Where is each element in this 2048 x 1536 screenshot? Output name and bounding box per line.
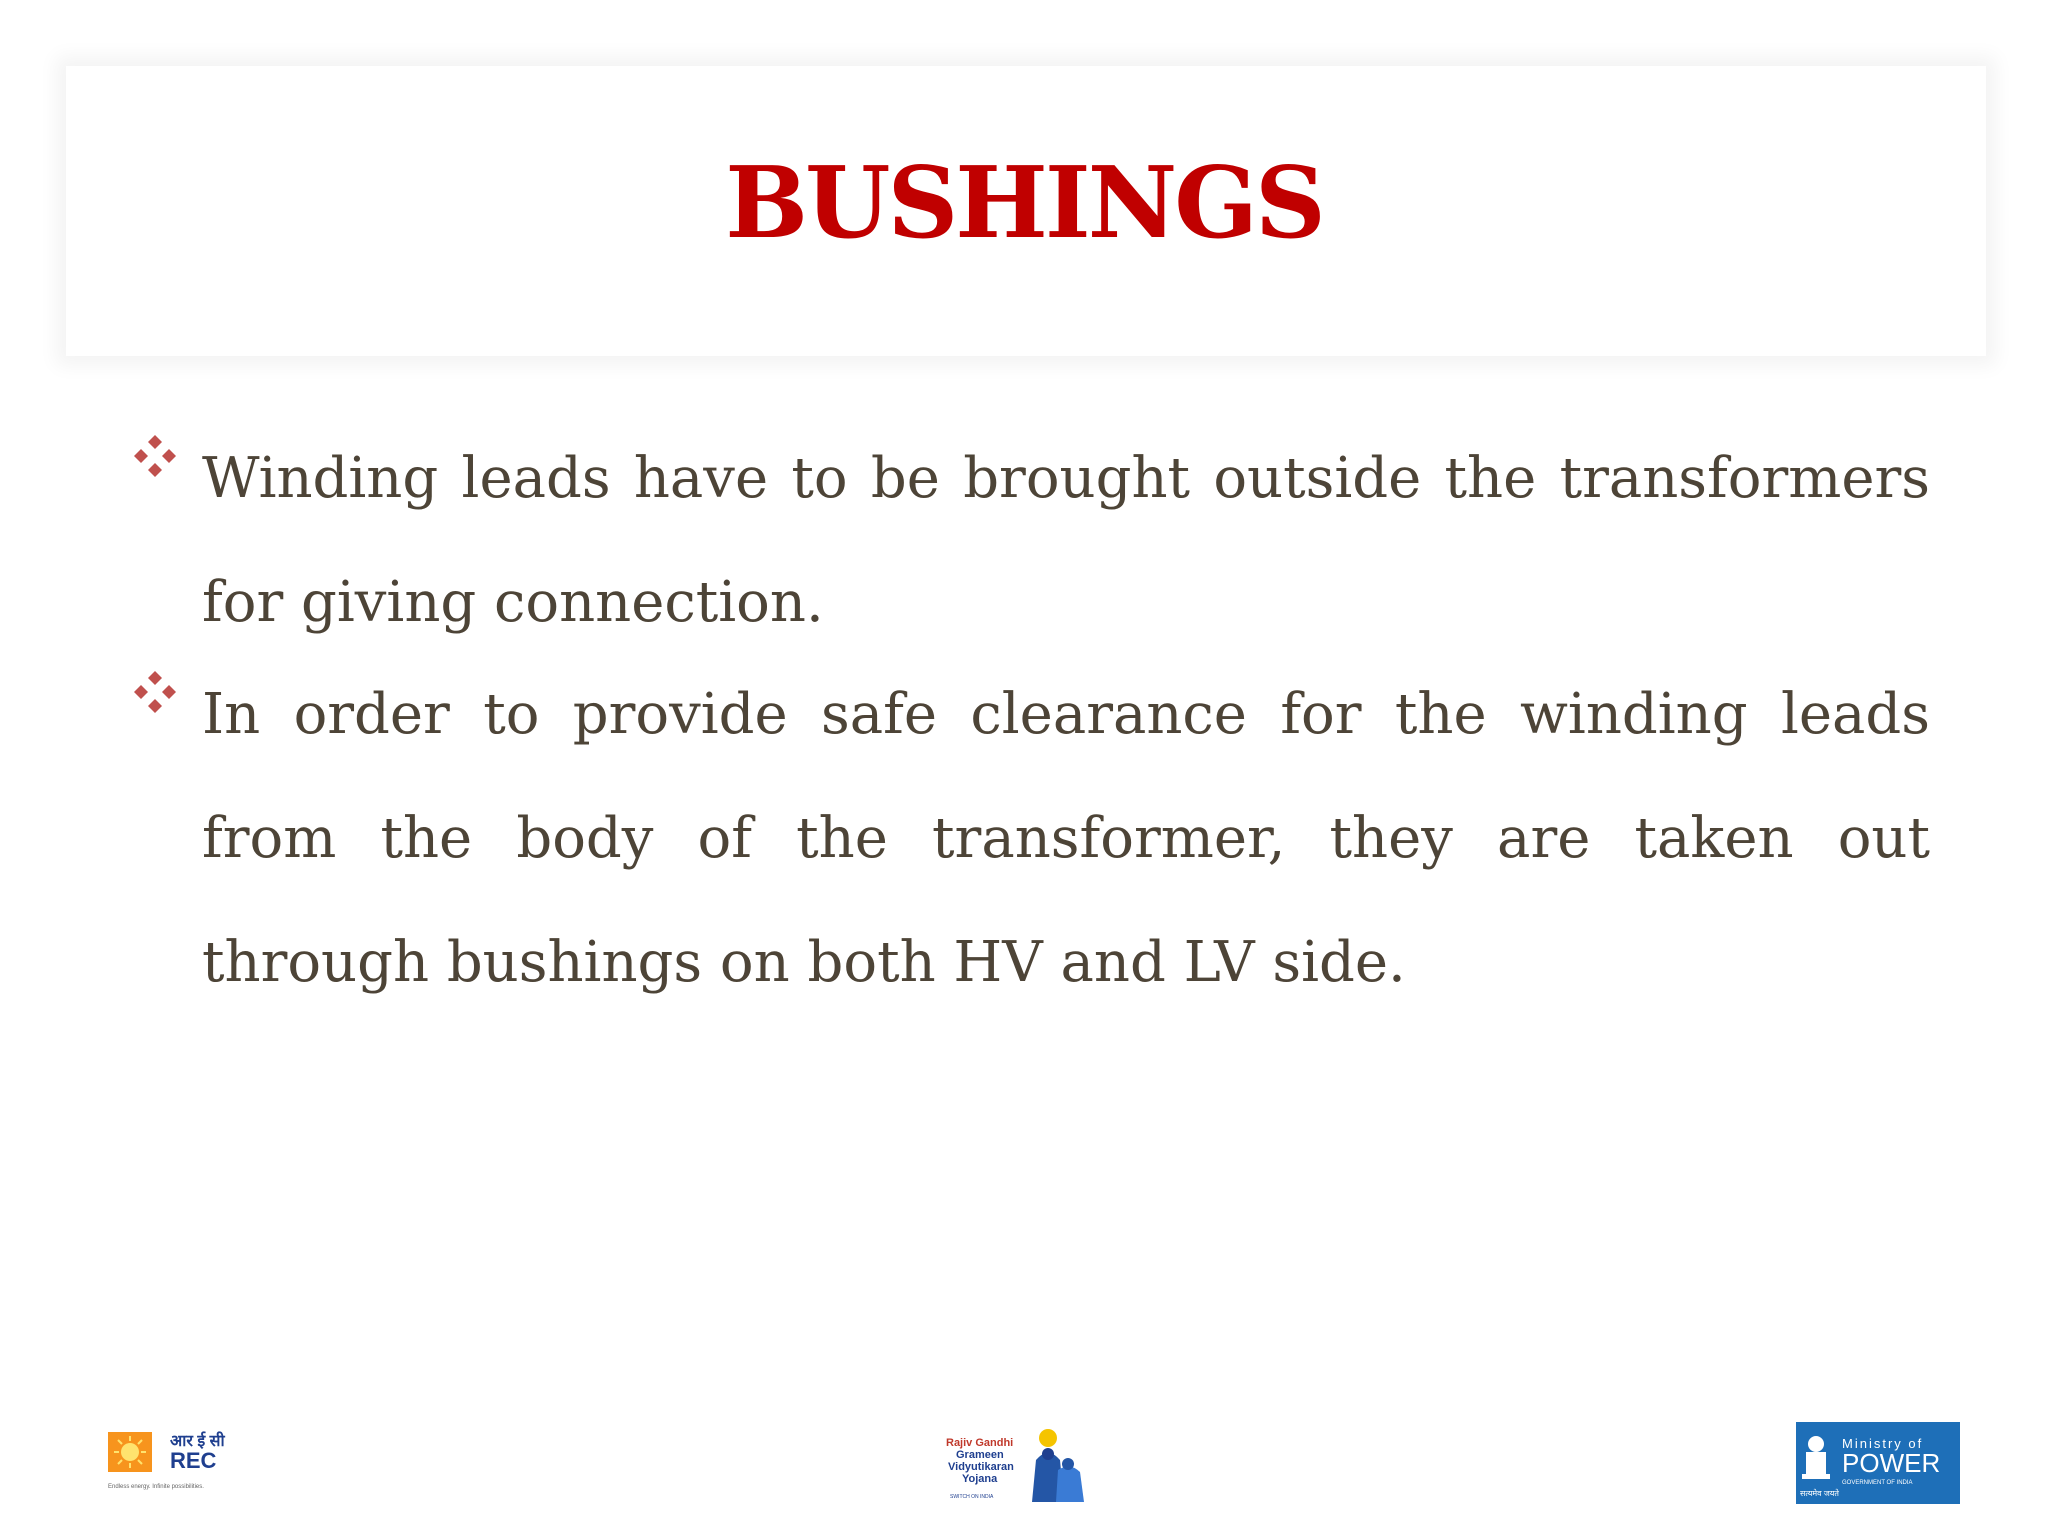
rggvy-line4: Yojana [962,1473,998,1485]
rggvy-tagline: SWITCH ON INDIA [950,1494,994,1500]
rec-tagline-text: Endless energy. Infinite possibilities. [108,1484,204,1490]
rggvy-line1: Rajiv Gandhi [946,1437,1014,1449]
bullet-item [130,653,1930,1025]
bullet-list [130,445,1930,1041]
slide-title: BUSHINGS [725,146,1323,261]
bullet-text: In order to provide safe clearance for the winding leads from the body of the transformer, they are taken out through bushings on both HV and LV side. [202,682,1930,995]
bullet-item [130,417,1930,665]
power-name-text: POWER [1842,1448,1941,1478]
power-govt-text: GOVERNMENT OF INDIA [1842,1480,1913,1486]
power-ministry-text: Ministry of [1842,1436,1924,1451]
diamond-cluster-icon [130,669,180,719]
diamond-cluster-icon [130,433,180,483]
rec-logo [108,1428,238,1500]
rggvy-line3: Vidyutikaran [948,1461,1014,1473]
rggvy-logo [944,1420,1094,1512]
rggvy-line2: Grameen [956,1449,1004,1461]
power-motto-text: सत्यमेव जयते [1800,1489,1839,1498]
bullet-text: Winding leads have to be brought outside the transformers for giving connection. [202,446,1930,635]
rec-name-text: REC [170,1448,217,1473]
ministry-of-power-logo [1796,1422,1960,1504]
rec-hindi-text: आर ई सी [170,1433,225,1450]
